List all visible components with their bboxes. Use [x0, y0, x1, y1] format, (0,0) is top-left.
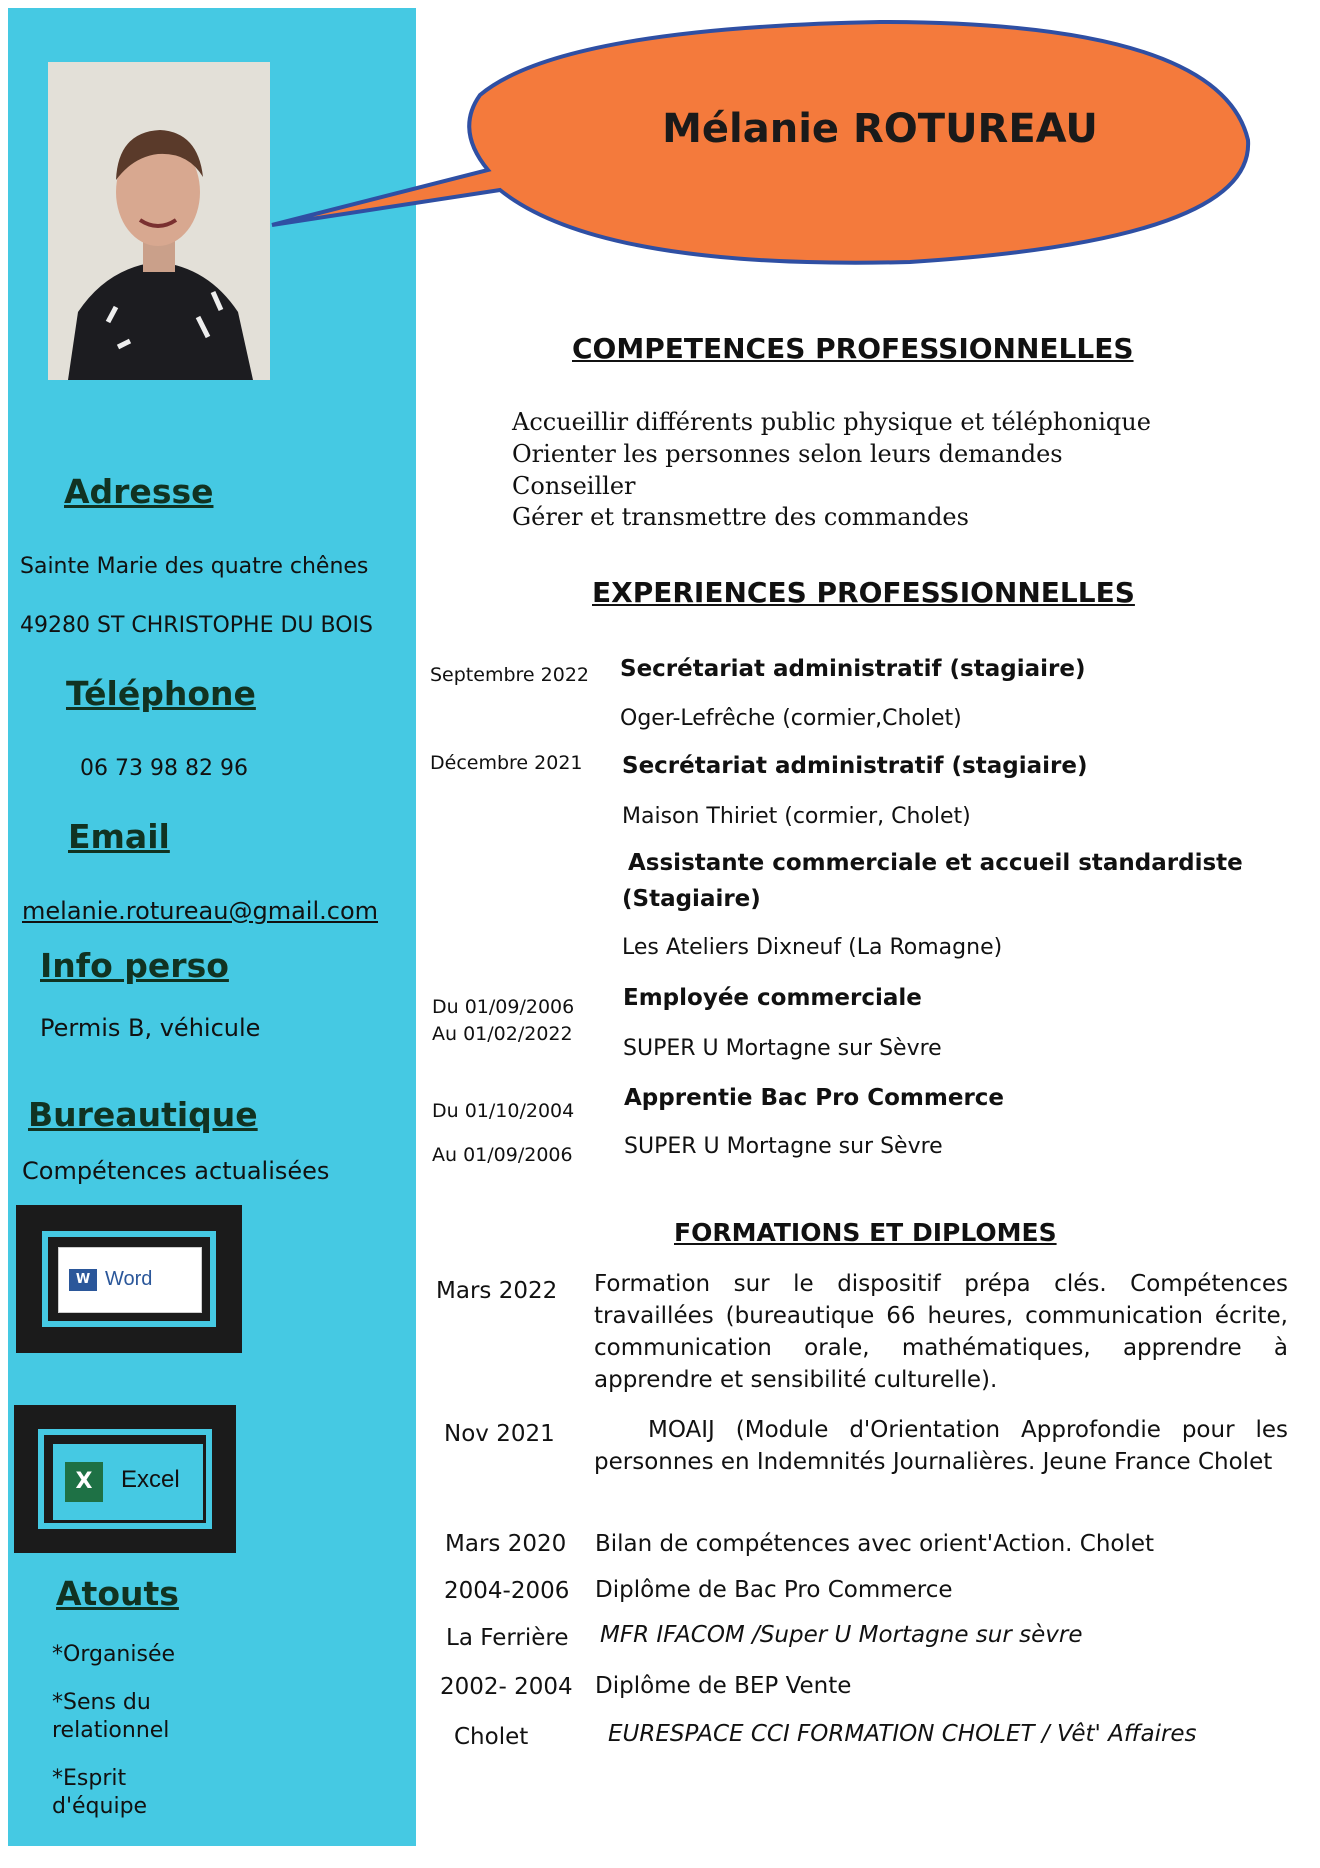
- phone-heading: Téléphone: [66, 674, 256, 713]
- skill-item: Accueillir différents public physique et téléphonique: [512, 408, 1151, 436]
- experience-heading: EXPERIENCES PROFESSIONNELLES: [592, 576, 1135, 609]
- job-date: Du 01/10/2004: [432, 1100, 575, 1122]
- job-company: SUPER U Mortagne sur Sèvre: [623, 1036, 942, 1061]
- word-label: Word: [105, 1268, 153, 1290]
- info-heading: Info perso: [40, 946, 229, 985]
- education-text: Diplôme de Bac Pro Commerce: [595, 1577, 953, 1603]
- address-heading: Adresse: [64, 472, 214, 511]
- asset-relational-2: relationnel: [52, 1718, 170, 1743]
- job-company: SUPER U Mortagne sur Sèvre: [624, 1134, 943, 1159]
- education-text: MFR IFACOM /Super U Mortagne sur sèvre: [600, 1622, 1083, 1648]
- education-date: 2004-2006: [444, 1578, 570, 1604]
- education-date: Mars 2022: [436, 1278, 558, 1304]
- skill-item: Orienter les personnes selon leurs demandes: [512, 440, 1063, 468]
- skill-item: Gérer et transmettre des commandes: [512, 503, 969, 531]
- office-subtitle: Compétences actualisées: [22, 1157, 330, 1185]
- education-date: La Ferrière: [446, 1625, 569, 1651]
- job-company: Oger-Lefrêche (cormier,Cholet): [620, 706, 962, 731]
- education-text: Formation sur le dispositif prépa clés. Compétences travaillées (bureautique 66 heures, communication écrite, communication orale, mathématiques, apprendre à apprendre et sensibilité culturelle).: [594, 1271, 1288, 1393]
- office-heading: Bureautique: [28, 1095, 258, 1134]
- job-date: Septembre 2022: [430, 664, 589, 686]
- skill-item: Conseiller: [512, 472, 636, 500]
- job-title-cont: (Stagiaire): [622, 886, 761, 912]
- address-line-1: Sainte Marie des quatre chênes: [20, 554, 369, 579]
- job-title: Secrétariat administratif (stagiaire): [620, 656, 1086, 682]
- job-date-end: Au 01/09/2006: [432, 1144, 573, 1166]
- asset-organised: *Organisée: [52, 1642, 176, 1667]
- word-icon: W: [69, 1269, 97, 1291]
- education-heading: FORMATIONS ET DIPLOMES: [674, 1218, 1057, 1247]
- education-date: Mars 2020: [445, 1531, 567, 1557]
- email-address[interactable]: melanie.rotureau@gmail.com: [22, 897, 379, 925]
- job-title: Secrétariat administratif (stagiaire): [622, 753, 1088, 779]
- skills-heading: COMPETENCES PROFESSIONNELLES: [572, 332, 1134, 365]
- email-heading: Email: [68, 817, 170, 856]
- education-date: Cholet: [454, 1724, 529, 1750]
- job-date: Du 01/09/2006: [432, 996, 575, 1018]
- job-title: Assistante commerciale et accueil standardiste: [628, 850, 1243, 876]
- info-value: Permis B, véhicule: [40, 1014, 261, 1042]
- phone-number: 06 73 98 82 96: [80, 756, 248, 781]
- assets-heading: Atouts: [56, 1574, 179, 1613]
- job-company: Les Ateliers Dixneuf (La Romagne): [622, 935, 1003, 960]
- education-text: MOAIJ (Module d'Orientation Approfondie pour les personnes en Indemnités Journalières. Jeune France Cholet: [594, 1417, 1288, 1475]
- candidate-name: Mélanie ROTUREAU: [662, 106, 1098, 152]
- education-text: Bilan de compétences avec orient'Action. Cholet: [595, 1531, 1155, 1557]
- job-title: Employée commerciale: [623, 985, 922, 1011]
- education-date: Nov 2021: [444, 1421, 555, 1447]
- asset-relational-1: *Sens du: [52, 1690, 151, 1715]
- education-date: 2002- 2004: [440, 1674, 573, 1700]
- job-title: Apprentie Bac Pro Commerce: [624, 1085, 1005, 1111]
- job-date-end: Au 01/02/2022: [432, 1023, 573, 1045]
- education-text: EURESPACE CCI FORMATION CHOLET / Vêt' Affaires: [608, 1721, 1197, 1747]
- excel-badge: [14, 1405, 236, 1553]
- asset-team-2: d'équipe: [52, 1794, 148, 1819]
- education-text: Diplôme de BEP Vente: [595, 1673, 852, 1699]
- excel-label: Excel: [121, 1466, 180, 1493]
- asset-team-1: *Esprit: [52, 1766, 127, 1791]
- address-line-2: 49280 ST CHRISTOPHE DU BOIS: [20, 613, 373, 638]
- job-company: Maison Thiriet (cormier, Cholet): [622, 804, 971, 829]
- excel-icon: X: [65, 1462, 103, 1502]
- word-badge: [16, 1205, 242, 1353]
- job-date: Décembre 2021: [430, 752, 583, 774]
